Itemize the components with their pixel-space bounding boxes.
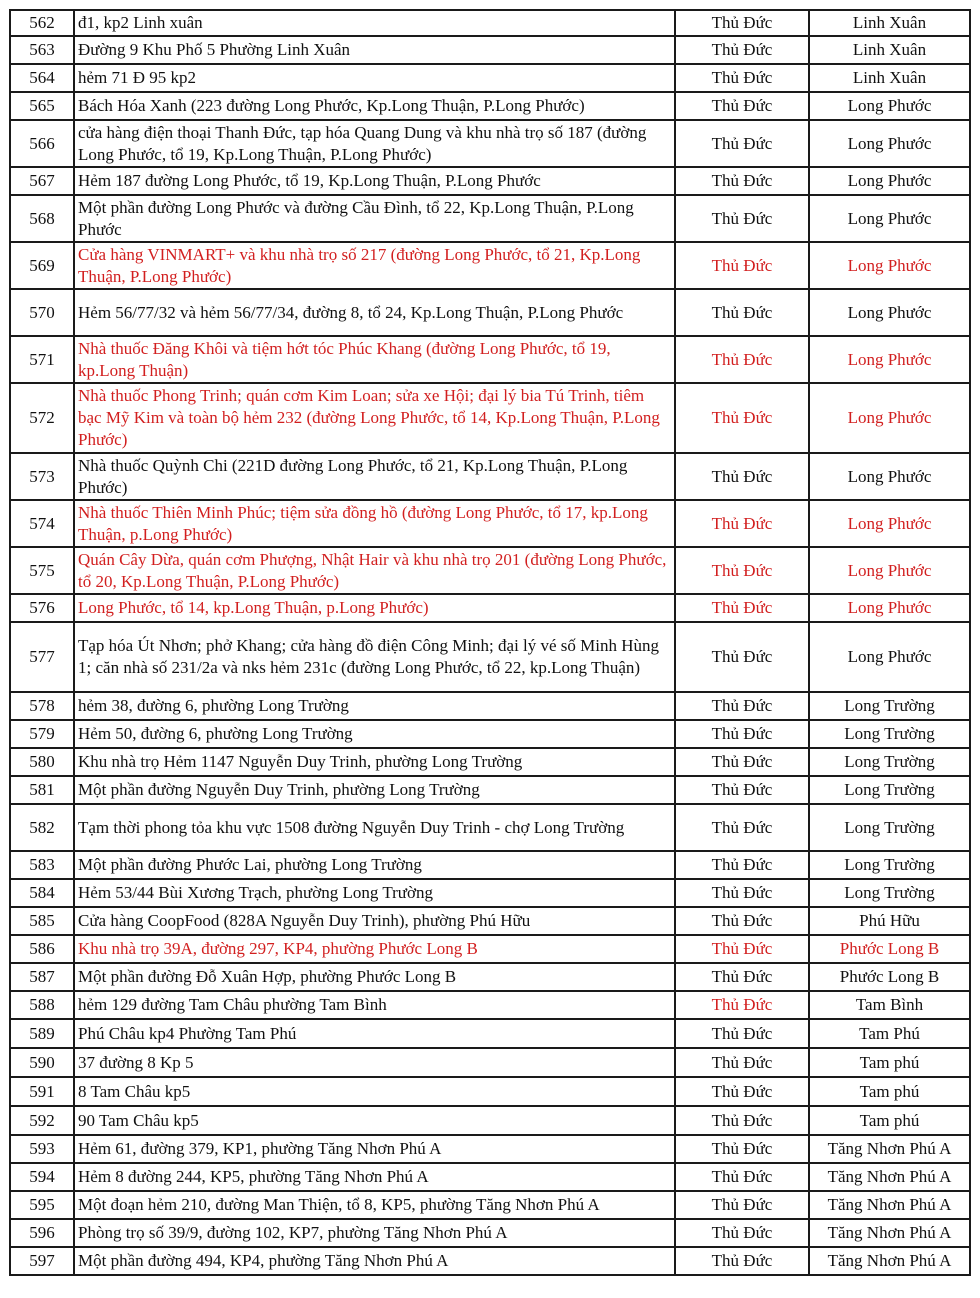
row-number-cell: 591 <box>10 1077 74 1106</box>
ward-cell: Long Trường <box>809 879 970 907</box>
address-cell: hẻm 71 Đ 95 kp2 <box>74 64 675 92</box>
row-number-cell: 590 <box>10 1048 74 1077</box>
address-cell: Cửa hàng CoopFood (828A Nguyễn Duy Trinh), phường Phú Hữu <box>74 907 675 935</box>
row-number-cell: 586 <box>10 935 74 963</box>
row-number-cell: 566 <box>10 120 74 167</box>
address-cell: Một phần đường Đỗ Xuân Hợp, phường Phước Long B <box>74 963 675 991</box>
row-number-cell: 563 <box>10 36 74 64</box>
district-cell: Thủ Đức <box>675 383 809 453</box>
district-cell: Thủ Đức <box>675 10 809 36</box>
address-cell: Hẻm 56/77/32 và hẻm 56/77/34, đường 8, tổ 24, Kp.Long Thuận, P.Long Phước <box>74 289 675 336</box>
district-cell: Thủ Đức <box>675 776 809 804</box>
table-row <box>10 242 970 289</box>
address-cell: Hẻm 50, đường 6, phường Long Trường <box>74 720 675 748</box>
ward-cell: Long Phước <box>809 167 970 195</box>
ward-cell: Long Phước <box>809 547 970 594</box>
district-cell: Thủ Đức <box>675 594 809 622</box>
table-row <box>10 907 970 935</box>
row-number-cell: 587 <box>10 963 74 991</box>
address-cell: Một phần đường Long Phước và đường Cầu Đình, tổ 22, Kp.Long Thuận, P.Long Phước <box>74 195 675 242</box>
ward-cell: Tăng Nhơn Phú A <box>809 1247 970 1275</box>
ward-cell: Long Trường <box>809 851 970 879</box>
district-cell: Thủ Đức <box>675 120 809 167</box>
table-row <box>10 804 970 851</box>
district-cell: Thủ Đức <box>675 879 809 907</box>
table-row <box>10 1077 970 1106</box>
ward-cell: Tam phú <box>809 1077 970 1106</box>
district-cell: Thủ Đức <box>675 1219 809 1247</box>
address-cell: Nhà thuốc Đăng Khôi và tiệm hớt tóc Phúc Khang (đường Long Phước, tổ 19, kp.Long Thuận) <box>74 336 675 383</box>
table-row <box>10 336 970 383</box>
table-row <box>10 692 970 720</box>
address-cell: Tạm thời phong tỏa khu vực 1508 đường Nguyễn Duy Trinh - chợ Long Trường <box>74 804 675 851</box>
row-number-cell: 565 <box>10 92 74 120</box>
ward-cell: Long Phước <box>809 383 970 453</box>
address-cell: Cửa hàng VINMART+ và khu nhà trọ số 217 (đường Long Phước, tổ 21, Kp.Long Thuận, P.Long Phước) <box>74 242 675 289</box>
row-number-cell: 581 <box>10 776 74 804</box>
district-cell: Thủ Đức <box>675 1163 809 1191</box>
district-cell: Thủ Đức <box>675 851 809 879</box>
row-number-cell: 578 <box>10 692 74 720</box>
district-cell: Thủ Đức <box>675 622 809 692</box>
table-row <box>10 289 970 336</box>
address-cell: Nhà thuốc Thiên Minh Phúc; tiệm sửa đồng hồ (đường Long Phước, tổ 17, kp.Long Thuận, p.Long Phước) <box>74 500 675 547</box>
table-row <box>10 935 970 963</box>
address-cell: Một phần đường Nguyễn Duy Trinh, phường Long Trường <box>74 776 675 804</box>
table-row <box>10 1219 970 1247</box>
ward-cell: Linh Xuân <box>809 36 970 64</box>
district-cell: Thủ Đức <box>675 804 809 851</box>
row-number-cell: 564 <box>10 64 74 92</box>
ward-cell: Tam Bình <box>809 991 970 1019</box>
table-row <box>10 500 970 547</box>
row-number-cell: 567 <box>10 167 74 195</box>
district-cell: Thủ Đức <box>675 1019 809 1048</box>
address-cell: Hẻm 8 đường 244, KP5, phường Tăng Nhơn Phú A <box>74 1163 675 1191</box>
district-cell: Thủ Đức <box>675 92 809 120</box>
district-cell: Thủ Đức <box>675 991 809 1019</box>
address-cell: Đường 9 Khu Phố 5 Phường Linh Xuân <box>74 36 675 64</box>
address-cell: Một đoạn hẻm 210, đường Man Thiện, tổ 8, KP5, phường Tăng Nhơn Phú A <box>74 1191 675 1219</box>
table-row <box>10 1163 970 1191</box>
district-cell: Thủ Đức <box>675 500 809 547</box>
row-number-cell: 588 <box>10 991 74 1019</box>
ward-cell: Long Trường <box>809 804 970 851</box>
address-cell: Quán Cây Dừa, quán cơm Phượng, Nhật Hair và khu nhà trọ 201 (đường Long Phước, tổ 20, Kp.Long Thuận, P.Long Phước) <box>74 547 675 594</box>
ward-cell: Long Trường <box>809 776 970 804</box>
row-number-cell: 585 <box>10 907 74 935</box>
table-row <box>10 776 970 804</box>
address-cell: Hẻm 53/44 Bùi Xương Trạch, phường Long Trường <box>74 879 675 907</box>
row-number-cell: 580 <box>10 748 74 776</box>
address-cell: 90 Tam Châu kp5 <box>74 1106 675 1135</box>
table-row <box>10 748 970 776</box>
table-row <box>10 1048 970 1077</box>
table-row <box>10 64 970 92</box>
district-cell: Thủ Đức <box>675 547 809 594</box>
ward-cell: Long Phước <box>809 120 970 167</box>
table-row <box>10 622 970 692</box>
lockdown-locations-table <box>9 9 971 1276</box>
row-number-cell: 589 <box>10 1019 74 1048</box>
table-row <box>10 547 970 594</box>
ward-cell: Long Trường <box>809 692 970 720</box>
district-cell: Thủ Đức <box>675 242 809 289</box>
address-cell: Khu nhà trọ 39A, đường 297, KP4, phường Phước Long B <box>74 935 675 963</box>
address-cell: Phòng trọ số 39/9, đường 102, KP7, phường Tăng Nhơn Phú A <box>74 1219 675 1247</box>
ward-cell: Long Phước <box>809 289 970 336</box>
row-number-cell: 583 <box>10 851 74 879</box>
table-row <box>10 1106 970 1135</box>
address-cell: Hẻm 187 đường Long Phước, tổ 19, Kp.Long Thuận, P.Long Phước <box>74 167 675 195</box>
ward-cell: Long Trường <box>809 720 970 748</box>
district-cell: Thủ Đức <box>675 1191 809 1219</box>
ward-cell: Long Phước <box>809 336 970 383</box>
row-number-cell: 577 <box>10 622 74 692</box>
ward-cell: Tam phú <box>809 1106 970 1135</box>
table-row <box>10 720 970 748</box>
district-cell: Thủ Đức <box>675 64 809 92</box>
address-cell: Nhà thuốc Quỳnh Chi (221D đường Long Phước, tổ 21, Kp.Long Thuận, P.Long Phước) <box>74 453 675 500</box>
ward-cell: Phú Hữu <box>809 907 970 935</box>
ward-cell: Linh Xuân <box>809 10 970 36</box>
address-cell: Bách Hóa Xanh (223 đường Long Phước, Kp.Long Thuận, P.Long Phước) <box>74 92 675 120</box>
table-row <box>10 36 970 64</box>
row-number-cell: 592 <box>10 1106 74 1135</box>
table-row <box>10 92 970 120</box>
row-number-cell: 573 <box>10 453 74 500</box>
table-row <box>10 963 970 991</box>
ward-cell: Linh Xuân <box>809 64 970 92</box>
table-row <box>10 1135 970 1163</box>
district-cell: Thủ Đức <box>675 907 809 935</box>
address-cell: Một phần đường 494, KP4, phường Tăng Nhơn Phú A <box>74 1247 675 1275</box>
table-row <box>10 1191 970 1219</box>
ward-cell: Phước Long B <box>809 935 970 963</box>
address-cell: hẻm 129 đường Tam Châu phường Tam Bình <box>74 991 675 1019</box>
table-row <box>10 453 970 500</box>
table-row <box>10 383 970 453</box>
address-cell: Phú Châu kp4 Phường Tam Phú <box>74 1019 675 1048</box>
district-cell: Thủ Đức <box>675 195 809 242</box>
ward-cell: Tam Phú <box>809 1019 970 1048</box>
address-cell: 8 Tam Châu kp5 <box>74 1077 675 1106</box>
address-cell: cửa hàng điện thoại Thanh Đức, tạp hóa Quang Dung và khu nhà trọ số 187 (đường Long Phước, tổ 19, Kp.Long Thuận, P.Long Phước) <box>74 120 675 167</box>
ward-cell: Long Phước <box>809 242 970 289</box>
address-cell: Nhà thuốc Phong Trinh; quán cơm Kim Loan; sửa xe Hội; đại lý bia Tú Trinh, tiêm bạc Mỹ Kim và toàn bộ hẻm 232 (đường Long Phước, tổ 14, Kp.Long Thuận, P.Long Phước) <box>74 383 675 453</box>
ward-cell: Phước Long B <box>809 963 970 991</box>
row-number-cell: 597 <box>10 1247 74 1275</box>
address-cell: Một phần đường Phước Lai, phường Long Trường <box>74 851 675 879</box>
row-number-cell: 593 <box>10 1135 74 1163</box>
table-row <box>10 10 970 36</box>
district-cell: Thủ Đức <box>675 1048 809 1077</box>
ward-cell: Long Trường <box>809 748 970 776</box>
district-cell: Thủ Đức <box>675 692 809 720</box>
district-cell: Thủ Đức <box>675 289 809 336</box>
ward-cell: Long Phước <box>809 622 970 692</box>
row-number-cell: 596 <box>10 1219 74 1247</box>
row-number-cell: 584 <box>10 879 74 907</box>
district-cell: Thủ Đức <box>675 1077 809 1106</box>
table-row <box>10 1247 970 1275</box>
ward-cell: Long Phước <box>809 500 970 547</box>
address-cell: Tạp hóa Út Nhơn; phở Khang; cửa hàng đồ điện Công Minh; đại lý vé số Minh Hùng 1; căn nhà số 231/2a và nks hẻm 231c (đường Long Phước, tổ 22, kp.Long Thuận) <box>74 622 675 692</box>
ward-cell: Tăng Nhơn Phú A <box>809 1191 970 1219</box>
ward-cell: Long Phước <box>809 195 970 242</box>
address-cell: Long Phước, tổ 14, kp.Long Thuận, p.Long Phước) <box>74 594 675 622</box>
address-cell: đ1, kp2 Linh xuân <box>74 10 675 36</box>
row-number-cell: 575 <box>10 547 74 594</box>
district-cell: Thủ Đức <box>675 36 809 64</box>
district-cell: Thủ Đức <box>675 1106 809 1135</box>
district-cell: Thủ Đức <box>675 963 809 991</box>
row-number-cell: 568 <box>10 195 74 242</box>
address-cell: Khu nhà trọ Hẻm 1147 Nguyễn Duy Trinh, phường Long Trường <box>74 748 675 776</box>
district-cell: Thủ Đức <box>675 167 809 195</box>
row-number-cell: 579 <box>10 720 74 748</box>
address-cell: 37 đường 8 Kp 5 <box>74 1048 675 1077</box>
ward-cell: Long Phước <box>809 594 970 622</box>
row-number-cell: 595 <box>10 1191 74 1219</box>
district-cell: Thủ Đức <box>675 935 809 963</box>
table-row <box>10 851 970 879</box>
table-row <box>10 195 970 242</box>
table-row <box>10 120 970 167</box>
row-number-cell: 582 <box>10 804 74 851</box>
table-body <box>10 10 970 1275</box>
row-number-cell: 574 <box>10 500 74 547</box>
district-cell: Thủ Đức <box>675 1247 809 1275</box>
table-row <box>10 879 970 907</box>
ward-cell: Tam phú <box>809 1048 970 1077</box>
address-cell: hẻm 38, đường 6, phường Long Trường <box>74 692 675 720</box>
ward-cell: Tăng Nhơn Phú A <box>809 1219 970 1247</box>
district-cell: Thủ Đức <box>675 336 809 383</box>
district-cell: Thủ Đức <box>675 720 809 748</box>
row-number-cell: 576 <box>10 594 74 622</box>
table-row <box>10 991 970 1019</box>
table-row <box>10 594 970 622</box>
district-cell: Thủ Đức <box>675 748 809 776</box>
row-number-cell: 569 <box>10 242 74 289</box>
ward-cell: Tăng Nhơn Phú A <box>809 1135 970 1163</box>
row-number-cell: 562 <box>10 10 74 36</box>
ward-cell: Tăng Nhơn Phú A <box>809 1163 970 1191</box>
row-number-cell: 571 <box>10 336 74 383</box>
district-cell: Thủ Đức <box>675 1135 809 1163</box>
district-cell: Thủ Đức <box>675 453 809 500</box>
address-cell: Hẻm 61, đường 379, KP1, phường Tăng Nhơn Phú A <box>74 1135 675 1163</box>
ward-cell: Long Phước <box>809 92 970 120</box>
row-number-cell: 594 <box>10 1163 74 1191</box>
row-number-cell: 572 <box>10 383 74 453</box>
ward-cell: Long Phước <box>809 453 970 500</box>
row-number-cell: 570 <box>10 289 74 336</box>
table-row <box>10 1019 970 1048</box>
table-row <box>10 167 970 195</box>
